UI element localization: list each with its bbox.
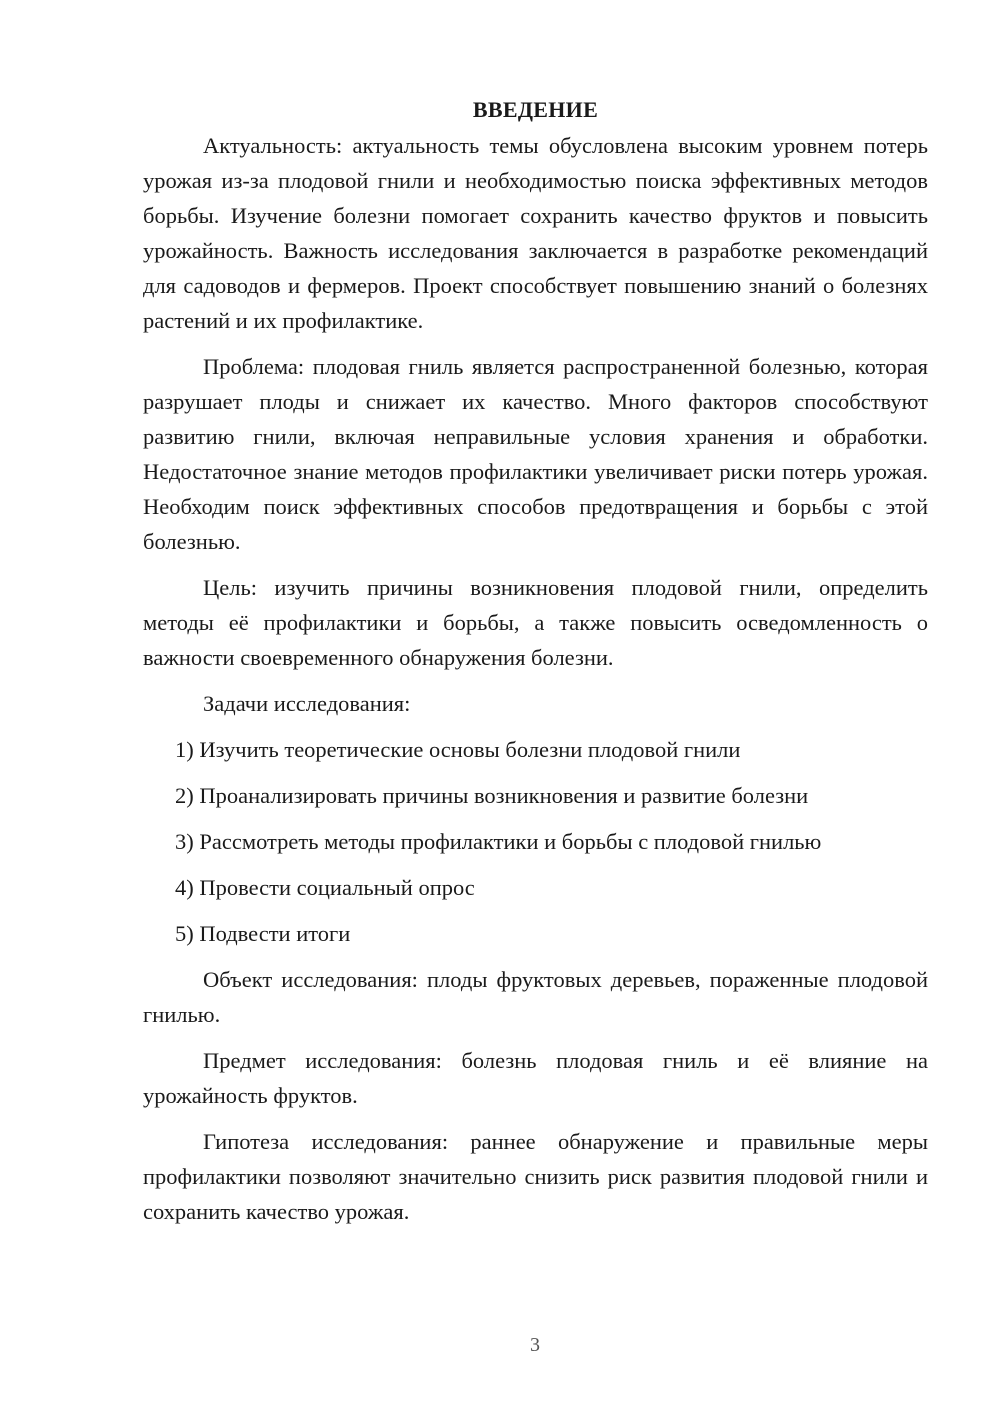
hypothesis-paragraph: Гипотеза исследования: раннее обнаружение и правильные меры профилактики позволяют значительно снизить риск развития плодовой гнили и сохранить качество урожая. [143, 1129, 928, 1224]
list-item: 3) Рассмотреть методы профилактики и борьбы с плодовой гнилью [175, 829, 822, 854]
list-item: 4) Провести социальный опрос [175, 875, 475, 900]
tasks-list [143, 732, 928, 951]
subject-paragraph: Предмет исследования: болезнь плодовая гниль и её влияние на урожайность фруктов. [143, 1048, 928, 1108]
list-item: 2) Проанализировать причины возникновения и развитие болезни [175, 783, 809, 808]
document-page [143, 92, 928, 1229]
page-number: 3 [530, 1334, 540, 1356]
list-item: 5) Подвести итоги [175, 921, 351, 946]
list-item: 1) Изучить теоретические основы болезни плодовой гнили [175, 737, 741, 762]
problem-paragraph: Проблема: плодовая гниль является распространенной болезнью, которая разрушает плоды и снижает их качество. Много факторов способствуют развитию гнили, включая неправильные условия хранения и обработки. Недостаточное знание методов профилактики увеличивает риски потерь урожая. Необходим поиск эффективных способов предотвращения и борьбы с этой болезнью. [143, 354, 928, 554]
goal-paragraph: Цель: изучить причины возникновения плодовой гнили, определить методы её профилактики и борьбы, а также повысить осведомленность о важности своевременного обнаружения болезни. [143, 575, 928, 670]
tasks-heading: Задачи исследования: [203, 691, 411, 716]
object-paragraph: Объект исследования: плоды фруктовых деревьев, пораженные плодовой гнилью. [143, 967, 928, 1027]
page-title: ВВЕДЕНИЕ [472, 97, 599, 122]
relevance-paragraph: Актуальность: актуальность темы обусловлена высоким уровнем потерь урожая из-за плодовой гнили и необходимостью поиска эффективных методов борьбы. Изучение болезни помогает сохранить качество фруктов и повысить урожайность. Важность исследования заключается в разработке рекомендаций для садоводов и фермеров. Проект способствует повышению знаний о болезнях растений и их профилактике. [143, 133, 928, 333]
